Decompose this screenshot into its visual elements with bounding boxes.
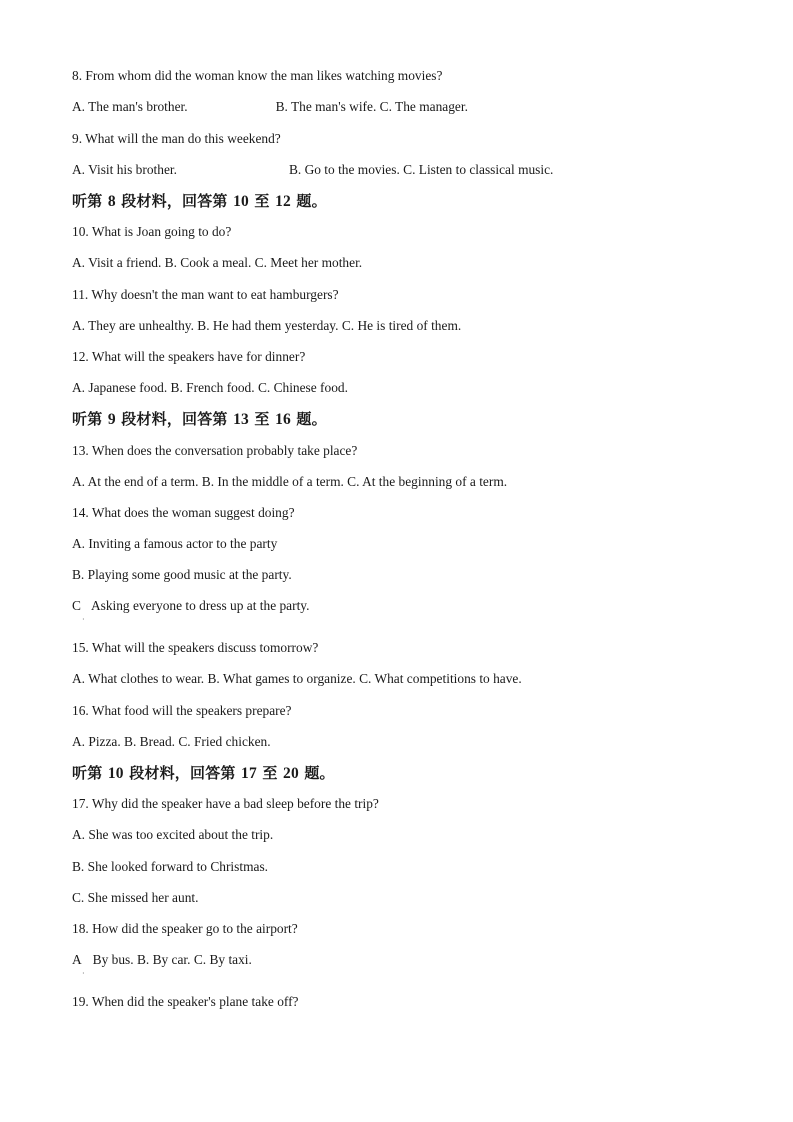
options-bc: B. Go to the movies. C. Listen to classical music. — [288, 162, 554, 177]
question-10: 10. What is Joan going to do? — [72, 224, 232, 239]
question-10-options: A. Visit a friend. B. Cook a meal. C. Meet her mother. — [72, 255, 363, 270]
section-heading-10 — [72, 765, 335, 782]
question-17-option-b: B. She looked forward to Christmas. — [72, 859, 269, 874]
question-12-options: A. Japanese food. B. French food. C. Chinese food. — [72, 380, 348, 395]
question-13-options: A. At the end of a term. B. In the middle of a term. C. At the beginning of a term. — [72, 474, 508, 489]
question-14-option-c — [72, 598, 309, 614]
question-18: 18. How did the speaker go to the airport? — [72, 921, 298, 936]
heading-text: 段材料，回答第 — [121, 410, 228, 428]
heading-number: 9 — [107, 411, 116, 428]
option-a: A. The man's brother. — [72, 99, 188, 114]
question-17: 17. Why did the speaker have a bad sleep before the trip? — [72, 796, 379, 811]
heading-number: 10 — [233, 193, 249, 210]
heading-text: 听第 — [72, 410, 103, 428]
question-19: 19. When did the speaker's plane take off? — [72, 994, 299, 1009]
section-heading-8 — [72, 193, 327, 210]
heading-text: 段材料，回答第 — [121, 192, 228, 210]
heading-text: 至 — [254, 192, 270, 210]
heading-text: 至 — [254, 410, 270, 428]
question-17-option-a: A. She was too excited about the trip. — [72, 827, 274, 842]
heading-number: 12 — [275, 193, 291, 210]
stray-dot-mark: · — [82, 615, 85, 624]
option-letter: A — [72, 952, 82, 967]
question-16-options: A. Pizza. B. Bread. C. Fried chicken. — [72, 734, 271, 749]
heading-text: 至 — [262, 764, 278, 782]
option-letter: C — [72, 598, 81, 613]
question-14-option-a: A. Inviting a famous actor to the party — [72, 536, 278, 551]
heading-text: 题。 — [296, 410, 327, 428]
question-15: 15. What will the speakers discuss tomorrow? — [72, 640, 319, 655]
question-9: 9. What will the man do this weekend? — [72, 131, 281, 146]
section-heading-9 — [72, 411, 327, 428]
question-8: 8. From whom did the woman know the man likes watching movies? — [72, 68, 443, 83]
question-17-option-c: C. She missed her aunt. — [72, 890, 199, 905]
question-13: 13. When does the conversation probably take place? — [72, 443, 358, 458]
options-bc: B. The man's wife. C. The manager. — [275, 99, 468, 114]
question-14: 14. What does the woman suggest doing? — [72, 505, 295, 520]
heading-number: 16 — [275, 411, 291, 428]
heading-text: 题。 — [304, 764, 335, 782]
heading-text: 段材料，回答第 — [129, 764, 236, 782]
question-15-options: A. What clothes to wear. B. What games to organize. C. What competitions to have. — [72, 671, 522, 686]
heading-number: 13 — [233, 411, 249, 428]
heading-number: 8 — [107, 193, 116, 210]
question-18-options — [72, 952, 252, 968]
question-8-options — [72, 99, 468, 115]
question-9-options — [72, 162, 553, 178]
question-14-option-b: B. Playing some good music at the party. — [72, 567, 292, 582]
question-16: 16. What food will the speakers prepare? — [72, 703, 292, 718]
stray-dot-mark: · — [82, 969, 85, 978]
question-12: 12. What will the speakers have for dinner? — [72, 349, 306, 364]
question-11-options: A. They are unhealthy. B. He had them yesterday. C. He is tired of them. — [72, 318, 462, 333]
question-11: 11. Why doesn't the man want to eat hamburgers? — [72, 287, 339, 302]
heading-number: 10 — [107, 765, 124, 782]
option-text: Asking everyone to dress up at the party. — [90, 598, 310, 613]
heading-number: 20 — [283, 765, 299, 782]
option-a: A. Visit his brother. — [72, 162, 177, 177]
heading-number: 17 — [241, 765, 257, 782]
heading-text: 题。 — [296, 192, 327, 210]
heading-text: 听第 — [72, 764, 103, 782]
heading-text: 听第 — [72, 192, 103, 210]
option-text: By bus. B. By car. C. By taxi. — [92, 952, 252, 967]
